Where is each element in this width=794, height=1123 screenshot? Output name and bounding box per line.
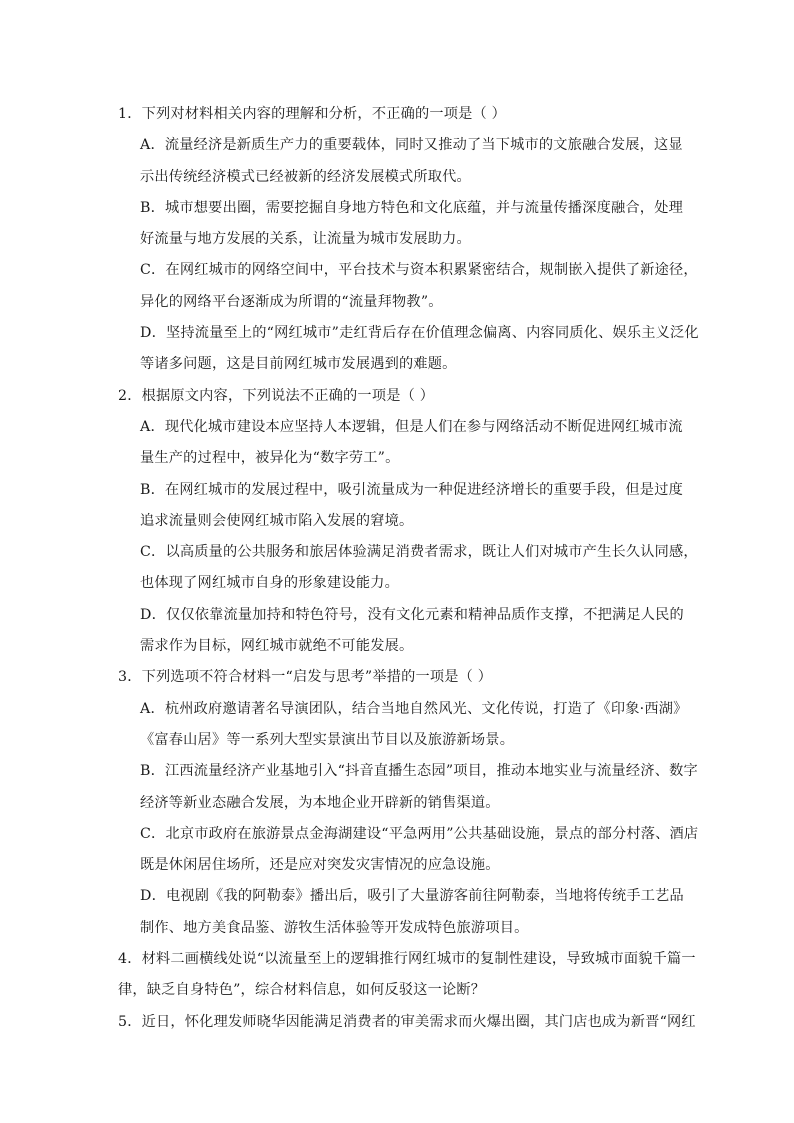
question-4-stem-continued: 律，缺乏自身特色”，综合材料信息，如何反驳这一论断？ bbox=[118, 982, 486, 999]
option-line: 等诸多问题，这是目前网红城市发展遇到的难题。 bbox=[140, 356, 457, 373]
question-2-stem: 2．根据原文内容，下列说法不正确的一项是（ ） bbox=[118, 387, 435, 404]
option-line: B．在网红城市的发展过程中，吸引流量成为一种促进经济增长的重要手段，但是过度 bbox=[140, 481, 683, 498]
option-line: 经济等新业态融合发展，为本地企业开辟新的销售渠道。 bbox=[140, 794, 500, 811]
option-line: A．现代化城市建设本应坚持人本逻辑，但是人们在参与网络活动不断促进网红城市流 bbox=[140, 418, 683, 435]
question-5 bbox=[118, 1007, 696, 1038]
question-3-option-a bbox=[118, 694, 688, 757]
option-line: 也体现了网红城市自身的形象建设能力。 bbox=[140, 575, 399, 592]
question-4-stem: 4．材料二画横线处说“以流量至上的逻辑推行网红城市的复制性建设，导致城市面貌千篇一 bbox=[118, 951, 696, 968]
question-3-stem: 3．下列选项不符合材料一“启发与思考”举措的一项是（ ） bbox=[118, 669, 493, 686]
question-2-option-a bbox=[118, 412, 683, 475]
option-line: D．电视剧《我的阿勒泰》播出后，吸引了大量游客前往阿勒泰，当地将传统手工艺品 bbox=[140, 888, 684, 905]
option-line: D．仅仅依靠流量加持和特色符号，没有文化元素和精神品质作支撑，不把满足人民的 bbox=[140, 606, 684, 623]
option-line: A．杭州政府邀请著名导演团队，结合当地自然风光、文化传说，打造了《印象·西湖》 bbox=[140, 700, 688, 717]
option-line: C．在网红城市的网络空间中，平台技术与资本积累紧密结合，规制嵌入提供了新途径， bbox=[140, 262, 698, 279]
question-1-option-d bbox=[118, 318, 699, 381]
option-line: C．以高质量的公共服务和旅居体验满足消费者需求，既让人们对城市产生长久认同感， bbox=[140, 544, 698, 561]
option-line: 好流量与地方发展的关系，让流量为城市发展助力。 bbox=[140, 231, 471, 248]
question-1-stem: 1．下列对材料相关内容的理解和分析，不正确的一项是（ ） bbox=[118, 106, 507, 122]
question-1-option-b bbox=[118, 193, 683, 256]
option-line: 示出传统经济模式已经被新的经济发展模式所取代。 bbox=[140, 168, 471, 185]
option-line: 追求流量则会使网红城市陷入发展的窘境。 bbox=[140, 512, 414, 529]
question-2-option-c bbox=[118, 537, 698, 600]
question-1 bbox=[118, 99, 699, 381]
option-line: C．北京市政府在旅游景点金海湖建设“平急两用”公共基础设施，景点的部分村落、酒店 bbox=[140, 825, 699, 842]
option-line: 《富春山居》等一系列大型实景演出节目以及旅游新场景。 bbox=[140, 731, 515, 748]
option-line: D．坚持流量至上的“网红城市”走红背后存在价值理念偏离、内容同质化、娱乐主义泛化 bbox=[140, 325, 699, 342]
question-list bbox=[118, 99, 699, 1038]
option-line: 既是休闲居住场所，还是应对突发灾害情况的应急设施。 bbox=[140, 857, 500, 874]
question-2 bbox=[118, 381, 698, 663]
option-line: A．流量经济是新质生产力的重要载体，同时又推动了当下城市的文旅融合发展，这显 bbox=[140, 137, 683, 154]
option-line: 异化的网络平台逐渐成为所谓的“流量拜物教”。 bbox=[140, 293, 443, 310]
question-5-stem: 5．近日，怀化理发师晓华因能满足消费者的审美需求而火爆出圈，其门店也成为新晋“网红 bbox=[118, 1013, 696, 1030]
option-line: B．城市想要出圈，需要挖掘自身地方特色和文化底蕴，并与流量传播深度融合，处理 bbox=[140, 199, 683, 216]
question-3-option-c bbox=[118, 819, 699, 882]
question-1-option-c bbox=[118, 255, 698, 318]
question-1-option-a bbox=[118, 130, 683, 193]
question-3-option-b bbox=[118, 756, 698, 819]
question-2-option-d bbox=[118, 600, 684, 663]
question-3-option-d bbox=[118, 881, 684, 944]
question-3 bbox=[118, 662, 699, 944]
option-line: 量生产的过程中，被异化为“数字劳工”。 bbox=[140, 450, 400, 467]
option-line: B．江西流量经济产业基地引入“抖音直播生态园”项目，推动本地实业与流量经济、数字 bbox=[140, 763, 698, 780]
option-line: 需求作为目标，网红城市就绝不可能发展。 bbox=[140, 638, 414, 655]
question-2-option-b bbox=[118, 475, 683, 538]
option-line: 制作、地方美食品鉴、游牧生活体验等开发成特色旅游项目。 bbox=[140, 919, 529, 936]
question-4 bbox=[118, 944, 696, 1007]
